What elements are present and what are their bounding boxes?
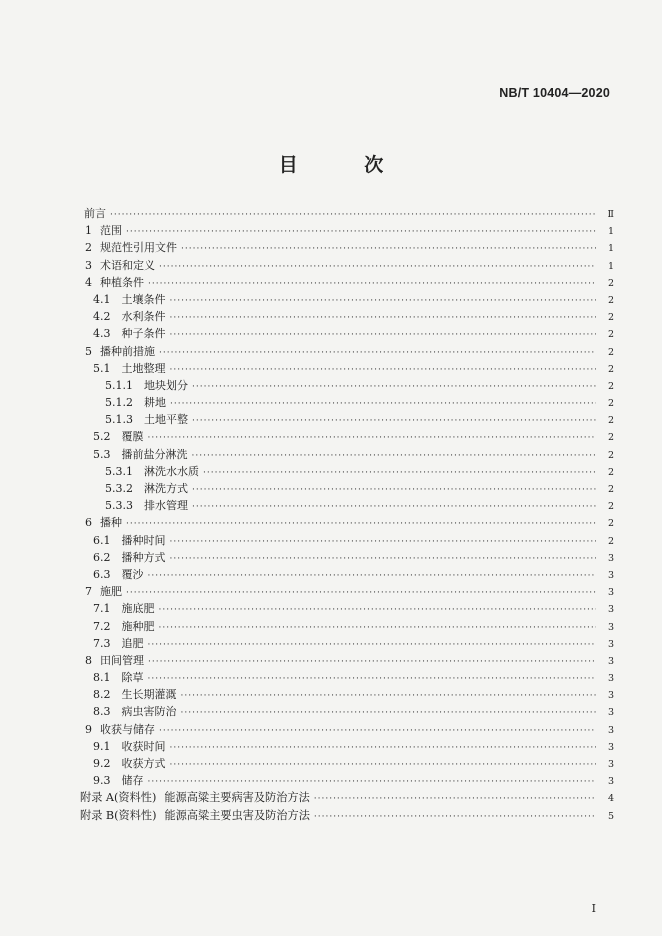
toc-entry[interactable] — [80, 463, 614, 480]
toc-entry-number: 9.3 — [93, 774, 111, 788]
toc-entry-label: 收获与储存 — [100, 722, 155, 736]
toc-entry-number: 5.3 — [93, 447, 111, 461]
toc-entry[interactable] — [80, 428, 614, 445]
toc-entry-number: 3 — [85, 258, 92, 272]
toc-entry-page: 2 — [607, 535, 614, 547]
toc-entry[interactable] — [80, 497, 614, 514]
toc-leader-dots — [170, 362, 597, 379]
toc-entry[interactable] — [80, 274, 614, 291]
toc-entry-label: 除草 — [121, 671, 144, 685]
toc-entry-number: 8.1 — [93, 671, 111, 685]
toc-entry-number: 9.1 — [93, 739, 111, 753]
toc-entry-page: 3 — [607, 621, 614, 633]
toc-leader-dots — [159, 345, 596, 362]
toc-entry-label: 能源高粱主要虫害及防治方法 — [164, 808, 310, 822]
toc-entry-page: 2 — [607, 363, 614, 375]
toc-entry[interactable] — [80, 686, 614, 703]
toc-entry-number: 5.1.1 — [105, 378, 133, 392]
toc-leader-dots — [192, 379, 596, 396]
toc-entry-label: 地块划分 — [144, 378, 188, 392]
toc-entry-page: 2 — [607, 380, 614, 392]
page-number: I — [591, 902, 596, 915]
toc-entry-page: 2 — [607, 415, 614, 427]
toc-entry-label: 储存 — [121, 774, 144, 788]
toc-entry-page: 4 — [607, 793, 614, 805]
toc-entry-label: 追肥 — [121, 636, 144, 650]
toc-entry[interactable] — [80, 652, 614, 669]
toc-entry-number: 7.2 — [93, 619, 111, 633]
toc-entry-page: 2 — [607, 312, 614, 324]
toc-leader-dots — [159, 620, 597, 637]
toc-entry[interactable] — [80, 600, 614, 617]
toc-entry-number: 4.2 — [93, 310, 111, 324]
toc-entry[interactable] — [80, 394, 614, 411]
toc-leader-dots — [170, 396, 596, 413]
toc-entry-page: 2 — [607, 484, 614, 495]
toc-entry-page: 2 — [607, 518, 614, 530]
toc-entry[interactable] — [80, 377, 614, 394]
toc-entry-number: 7.1 — [93, 602, 111, 616]
toc-leader-dots — [170, 551, 597, 568]
toc-entry-number: 8.2 — [93, 688, 111, 702]
toc-leader-dots — [192, 482, 596, 499]
toc-entry-number: 5.1.3 — [105, 413, 133, 427]
toc-entry-label: 病虫害防治 — [121, 705, 177, 719]
toc-leader-dots — [159, 723, 596, 740]
toc-entry[interactable] — [80, 583, 614, 600]
toc-entry-page: 2 — [607, 398, 614, 410]
toc-entry[interactable] — [80, 480, 614, 497]
toc-entry-page: 5 — [607, 810, 614, 822]
toc-entry-number: 5.1 — [93, 361, 111, 375]
toc-entry[interactable] — [80, 257, 614, 274]
toc-leader-dots — [148, 654, 596, 671]
toc-entry-number: 8 — [85, 653, 92, 667]
toc-leader-dots — [110, 207, 596, 224]
toc-entry-page: 3 — [607, 759, 614, 770]
toc-entry-label: 土地整理 — [121, 361, 166, 375]
toc-entry-number: 9.2 — [93, 757, 111, 770]
toc-leader-dots — [148, 276, 596, 293]
toc-entry-page: 3 — [607, 655, 614, 667]
toc-entry-label: 施种肥 — [121, 619, 155, 633]
toc-entry-page: 3 — [607, 673, 614, 685]
toc-entry[interactable] — [80, 532, 614, 549]
toc-entry[interactable] — [80, 343, 614, 360]
toc-entry-number: 4.1 — [93, 292, 111, 306]
toc-entry-label: 术语和定义 — [100, 258, 155, 272]
toc-leader-dots — [170, 534, 597, 551]
toc-leader-dots — [170, 310, 597, 327]
toc-entry-number: 附录 B(资料性) — [80, 808, 157, 822]
toc-entry-label: 能源高粱主要病害及防治方法 — [164, 791, 310, 805]
toc-leader-dots — [170, 740, 597, 757]
toc-entry[interactable] — [80, 755, 614, 772]
toc-entry-number: 5 — [85, 344, 92, 358]
toc-entry-number: 5.3.2 — [105, 482, 133, 495]
toc-leader-dots — [192, 413, 596, 430]
toc-entry-number: 5.3.1 — [105, 464, 133, 478]
toc-entry-page: 1 — [607, 243, 614, 255]
toc-entry[interactable] — [80, 669, 614, 686]
toc-leader-dots — [159, 602, 597, 619]
toc-entry-page: 3 — [607, 741, 614, 753]
toc-entry-number: 6 — [85, 516, 92, 530]
toc-entry-number: 1 — [85, 224, 92, 238]
toc-entry[interactable] — [80, 807, 614, 824]
toc-entry-page: 3 — [607, 604, 614, 616]
toc-entry-number: 6.1 — [93, 533, 111, 547]
toc-entry[interactable] — [80, 291, 614, 308]
toc-entry[interactable] — [80, 738, 614, 755]
toc-entry-page: 2 — [607, 466, 614, 478]
toc-entry-number: 5.2 — [93, 430, 111, 444]
toc-entry-label: 淋洗水水质 — [144, 464, 199, 478]
toc-entry-page: 3 — [607, 587, 614, 599]
toc-entry-page: 2 — [607, 501, 614, 513]
toc-entry-page: 3 — [607, 638, 614, 650]
toc-entry-number: 2 — [85, 241, 92, 255]
toc-entry-label: 排水管理 — [144, 499, 188, 513]
toc-entry-page: Ⅱ — [607, 209, 614, 220]
toc-entry-number: 6.3 — [93, 567, 111, 581]
table-of-contents — [80, 205, 614, 824]
toc-entry[interactable] — [80, 789, 614, 806]
toc-entry-label: 范围 — [100, 224, 122, 238]
toc-entry-page: 1 — [607, 260, 614, 272]
toc-entry-page: 2 — [607, 277, 614, 289]
toc-leader-dots — [170, 757, 597, 774]
toc-entry-page: 3 — [607, 690, 614, 702]
toc-entry-label: 种子条件 — [121, 327, 166, 341]
toc-entry-label: 规范性引用文件 — [100, 241, 177, 255]
toc-entry[interactable] — [80, 239, 614, 256]
toc-leader-dots — [181, 688, 597, 705]
toc-entry[interactable] — [80, 703, 614, 720]
toc-entry-number: 4.3 — [93, 327, 111, 341]
toc-entry-label: 收获方式 — [121, 757, 166, 770]
toc-entry[interactable] — [80, 549, 614, 566]
toc-leader-dots — [148, 430, 597, 447]
toc-entry-page: 2 — [607, 449, 614, 461]
toc-entry-number: 4 — [85, 275, 92, 289]
toc-entry-label: 种植条件 — [100, 275, 144, 289]
toc-entry-page: 3 — [607, 724, 614, 736]
toc-entry[interactable] — [80, 360, 614, 377]
toc-leader-dots — [170, 327, 597, 344]
toc-entry-label: 淋洗方式 — [144, 482, 188, 495]
toc-entry-number: 5.1.2 — [105, 396, 133, 410]
toc-entry[interactable] — [80, 205, 614, 222]
toc-entry-label: 收获时间 — [121, 739, 166, 753]
toc-entry-label: 前言 — [84, 207, 106, 220]
toc-leader-dots — [314, 791, 596, 808]
toc-entry-number: 5.3.3 — [105, 499, 133, 513]
toc-leader-dots — [126, 585, 596, 602]
toc-entry-label: 播前盐分淋洗 — [121, 447, 188, 461]
toc-leader-dots — [126, 516, 596, 533]
toc-entry-number: 9 — [85, 722, 92, 736]
toc-entry-label: 播种时间 — [121, 533, 166, 547]
toc-entry-label: 施肥 — [100, 585, 122, 599]
toc-entry-page: 1 — [607, 226, 614, 238]
toc-entry[interactable] — [80, 222, 614, 239]
toc-entry[interactable] — [80, 514, 614, 531]
toc-leader-dots — [192, 499, 596, 516]
page-title: 目 次 — [278, 154, 414, 176]
toc-entry-page: 3 — [607, 569, 614, 581]
toc-entry[interactable] — [80, 308, 614, 325]
toc-entry-page: 2 — [607, 294, 614, 306]
toc-entry-page: 2 — [607, 346, 614, 358]
toc-entry-number: 7.3 — [93, 636, 111, 650]
toc-entry-label: 生长期灌溉 — [121, 688, 177, 702]
toc-entry-page: 2 — [607, 329, 614, 341]
toc-leader-dots — [126, 224, 596, 241]
toc-leader-dots — [159, 259, 596, 276]
toc-leader-dots — [203, 465, 596, 482]
toc-entry-label: 耕地 — [144, 396, 166, 410]
toc-entry[interactable] — [80, 325, 614, 342]
standard-code: NB/T 10404—2020 — [499, 86, 610, 100]
toc-entry-label: 播种 — [100, 516, 122, 530]
toc-entry[interactable] — [80, 411, 614, 428]
toc-leader-dots — [181, 705, 597, 722]
toc-entry[interactable] — [80, 566, 614, 583]
toc-entry-label: 田间管理 — [100, 653, 144, 667]
toc-entry-label: 播种方式 — [121, 550, 166, 564]
toc-leader-dots — [170, 293, 597, 310]
toc-entry-number: 8.3 — [93, 705, 111, 719]
toc-leader-dots — [148, 671, 597, 688]
toc-entry[interactable] — [80, 446, 614, 463]
toc-leader-dots — [314, 809, 596, 826]
toc-entry[interactable] — [80, 618, 614, 635]
toc-entry[interactable] — [80, 772, 614, 789]
toc-leader-dots — [148, 568, 597, 585]
toc-entry-label: 水利条件 — [121, 310, 166, 324]
toc-entry-label: 播种前措施 — [100, 344, 155, 358]
toc-leader-dots — [181, 241, 596, 258]
toc-entry-number: 7 — [85, 585, 92, 599]
toc-leader-dots — [192, 448, 597, 465]
toc-entry-label: 施底肥 — [121, 602, 155, 616]
toc-entry-label: 土地平整 — [144, 413, 188, 427]
toc-entry-label: 覆沙 — [121, 567, 144, 581]
toc-entry-number: 附录 A(资料性) — [80, 791, 157, 805]
toc-entry-page: 2 — [607, 432, 614, 444]
toc-entry-label: 覆膜 — [121, 430, 144, 444]
toc-entry[interactable] — [80, 635, 614, 652]
toc-entry-page: 3 — [607, 552, 614, 564]
toc-entry-number: 6.2 — [93, 550, 111, 564]
toc-leader-dots — [148, 637, 597, 654]
toc-entry-page: 3 — [607, 707, 614, 719]
toc-entry[interactable] — [80, 721, 614, 738]
toc-entry-page: 3 — [607, 776, 614, 788]
toc-entry-label: 土壤条件 — [121, 292, 166, 306]
